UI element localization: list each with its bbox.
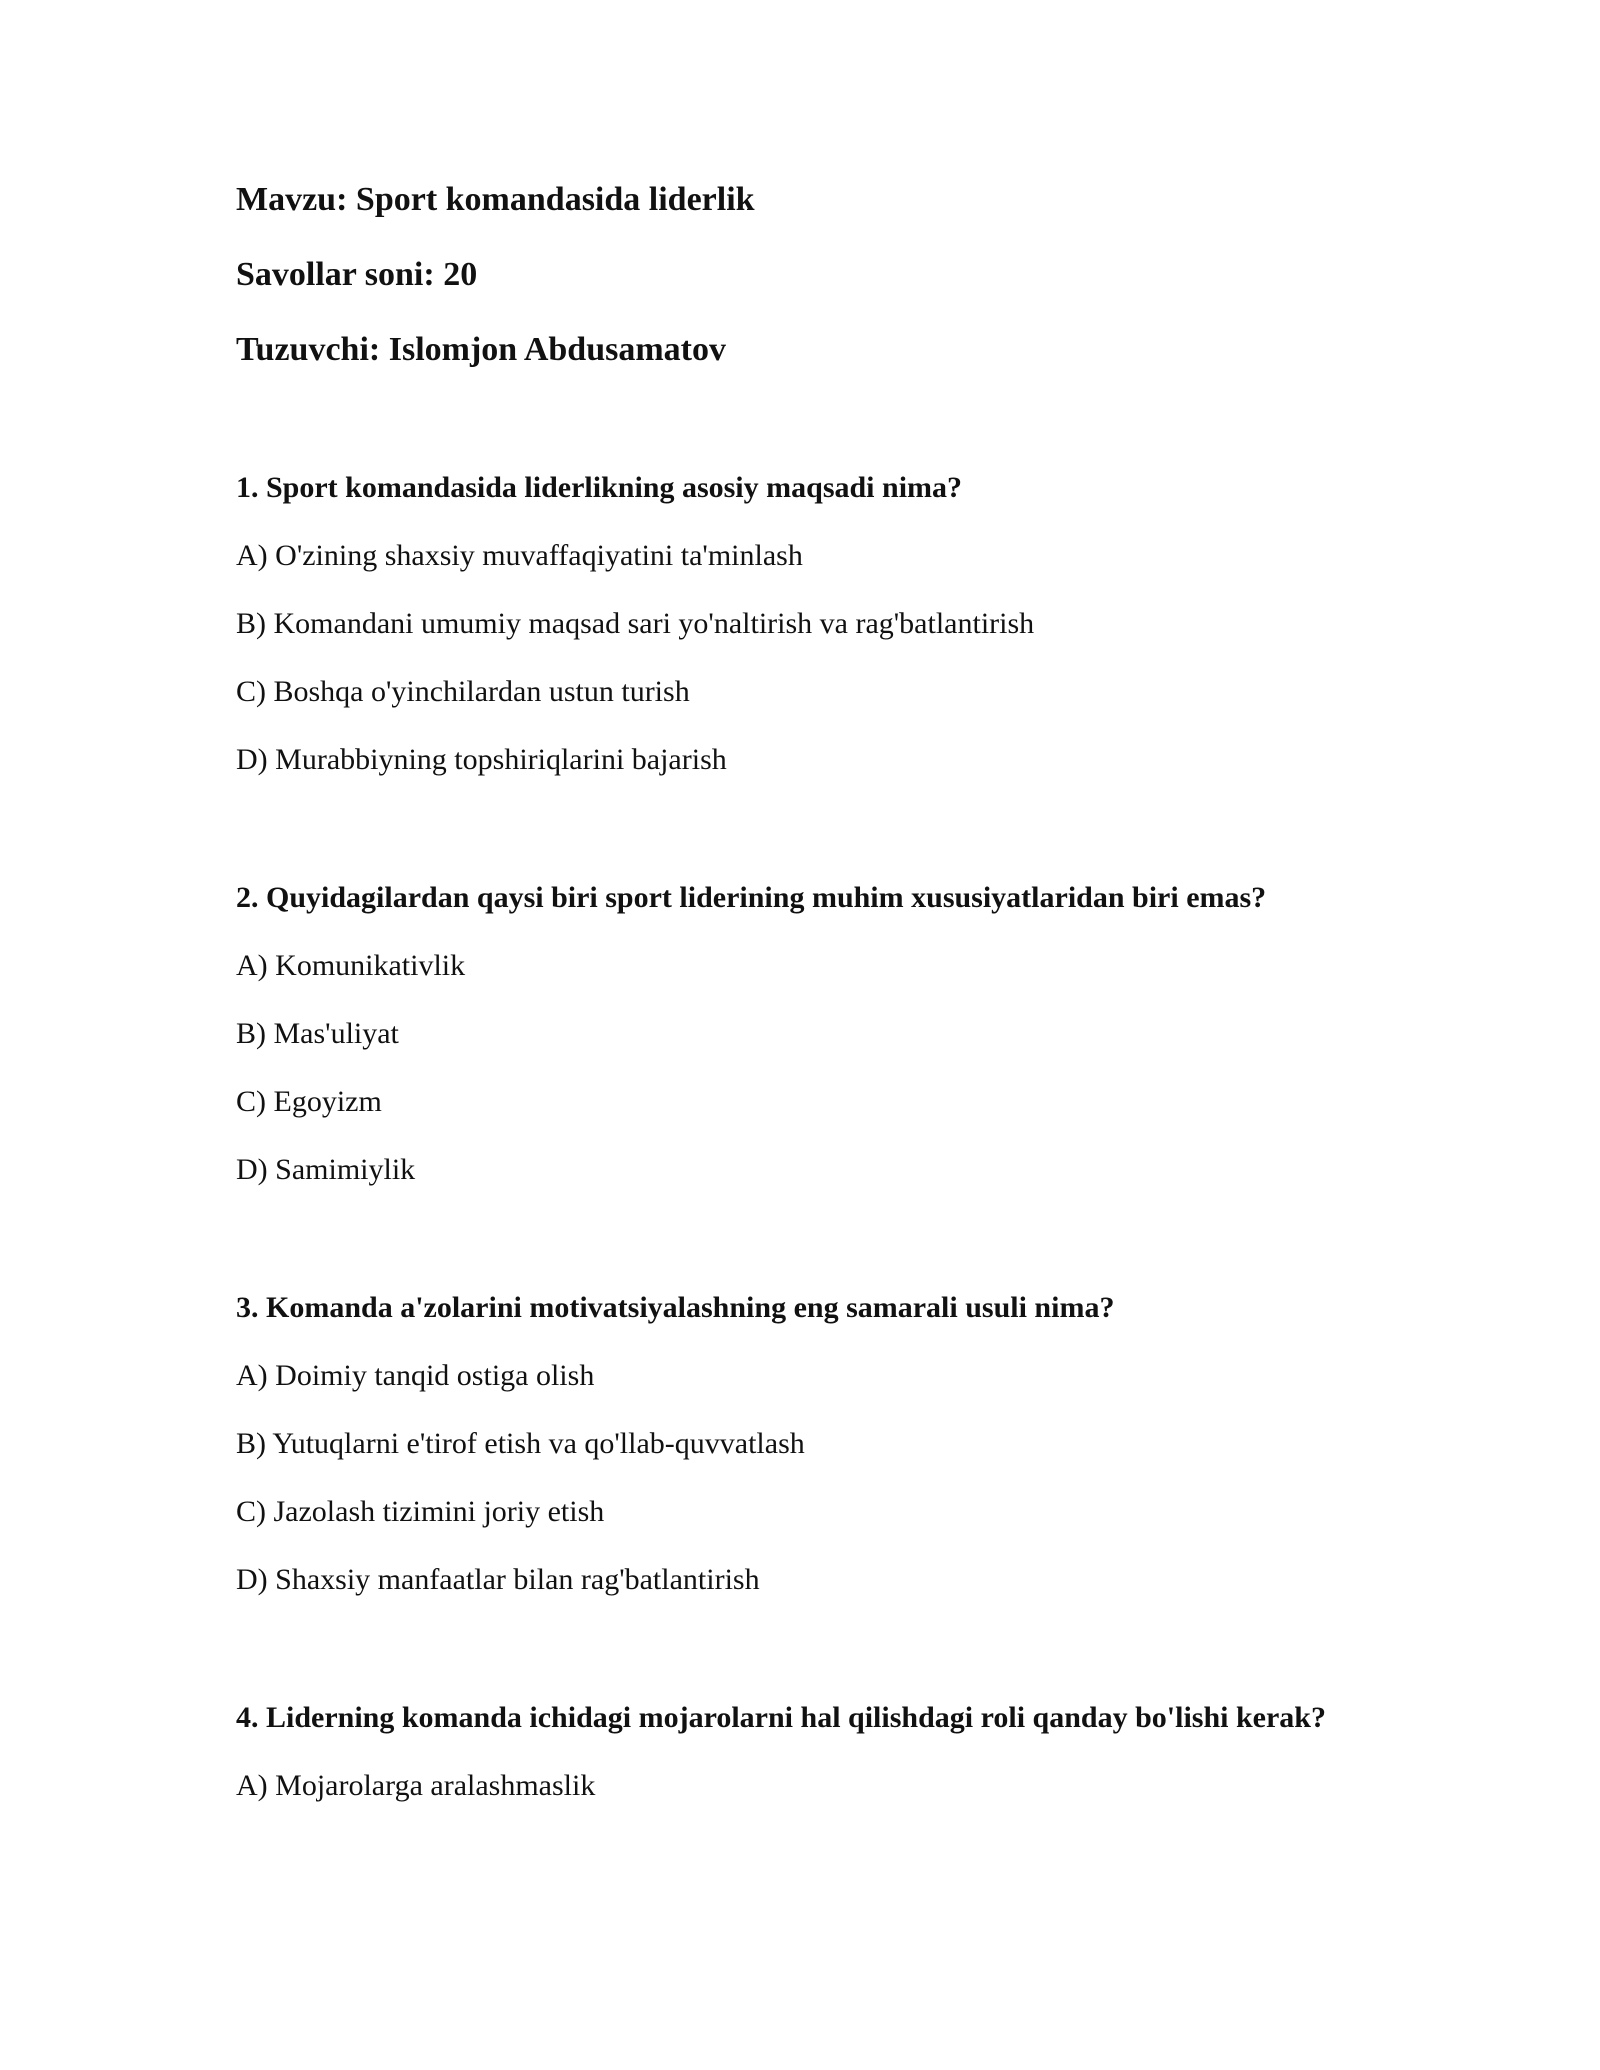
question-2 xyxy=(236,878,1356,1190)
answer-option: A) Komunikativlik xyxy=(236,949,466,982)
answer-option: C) Egoyizm xyxy=(236,1085,382,1118)
answer-option: C) Jazolash tizimini joriy etish xyxy=(236,1495,605,1528)
answer-option: B) Komandani umumiy maqsad sari yo'naltirish va rag'batlantirish xyxy=(236,607,1035,640)
answer-option: A) Mojarolarga aralashmaslik xyxy=(236,1769,596,1802)
answer-option: A) O'zining shaxsiy muvaffaqiyatini ta'minlash xyxy=(236,539,803,572)
answer-option: D) Shaxsiy manfaatlar bilan rag'batlantirish xyxy=(236,1563,760,1596)
document-page xyxy=(236,180,1356,1834)
topic-heading: Mavzu: Sport komandasida liderlik xyxy=(236,181,755,218)
answer-option: D) Samimiylik xyxy=(236,1153,416,1186)
question-1 xyxy=(236,468,1356,780)
answer-option: D) Murabbiyning topshiriqlarini bajarish xyxy=(236,743,727,776)
question-3 xyxy=(236,1288,1356,1600)
answer-option: B) Yutuqlarni e'tirof etish va qo'llab-quvvatlash xyxy=(236,1427,805,1460)
answer-option: C) Boshqa o'yinchilardan ustun turish xyxy=(236,675,690,708)
question-text: 2. Quyidagilardan qaysi biri sport liderining muhim xususiyatlaridan biri emas? xyxy=(236,881,1267,914)
answer-option: A) Doimiy tanqid ostiga olish xyxy=(236,1359,595,1392)
question-text: 4. Liderning komanda ichidagi mojarolarni hal qilishdagi roli qanday bo'lishi kerak? xyxy=(236,1701,1326,1734)
question-count: Savollar soni: 20 xyxy=(236,256,478,293)
question-text: 3. Komanda a'zolarini motivatsiyalashning eng samarali usuli nima? xyxy=(236,1291,1115,1324)
answer-option: B) Mas'uliyat xyxy=(236,1017,399,1050)
question-text: 1. Sport komandasida liderlikning asosiy maqsadi nima? xyxy=(236,471,963,504)
question-4 xyxy=(236,1698,1356,1806)
author-line: Tuzuvchi: Islomjon Abdusamatov xyxy=(236,331,726,368)
